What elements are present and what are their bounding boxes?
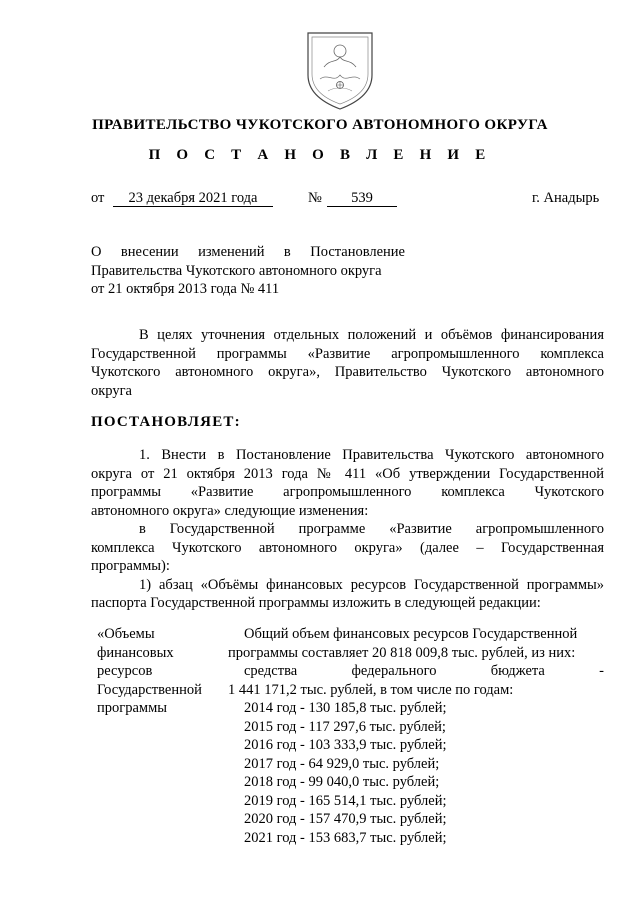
body-line: комплекса Чукотского автономного округа» (далее – Государственная: [91, 539, 604, 556]
document-date: [113, 190, 273, 207]
city: г. Анадырь: [532, 190, 600, 206]
table-right-column: [228, 625, 604, 847]
body-line: программы «Развитие агропромышленного комплекса Чукотского: [91, 484, 604, 500]
body-line: 1. Внести в Постановление Правительства Чукотского автономного: [139, 447, 604, 463]
preamble-line: округа: [91, 382, 132, 399]
body-line: автономного округа» следующие изменения:: [91, 502, 369, 519]
funding-line: Общий объем финансовых ресурсов Государственной: [244, 626, 578, 642]
preamble-line: В целях уточнения отдельных положений и объёмов финансирования: [139, 327, 604, 343]
subject-line: Правительства Чукотского автономного округа: [91, 262, 382, 279]
funding-line: программы составляет 20 818 009,8 тыс. рублей, из них:: [228, 644, 576, 661]
subject-line: О внесении изменений в Постановление: [91, 244, 405, 260]
year-line: 2018 год - 99 040,0 тыс. рублей;: [244, 774, 440, 790]
table-label-line: Государственной: [97, 681, 202, 698]
number-value: 539: [327, 191, 397, 207]
year-line: 2020 год - 157 470,9 тыс. рублей;: [244, 811, 447, 827]
body-line: паспорта Государственной программы изложить в следующей редакции:: [91, 595, 541, 611]
coat-of-arms-emblem: [304, 27, 376, 111]
year-line: 2017 год - 64 929,0 тыс. рублей;: [244, 755, 440, 772]
year-line: 2016 год - 103 333,9 тыс. рублей;: [244, 737, 447, 753]
table-label-line: финансовых: [97, 644, 174, 661]
body-line: 1) абзац «Объёмы финансовых ресурсов Государственной программы»: [139, 576, 604, 593]
body-line: программы):: [91, 558, 170, 574]
document-number: [327, 190, 397, 207]
decree-word: ПОСТАНОВЛЯЕТ:: [91, 414, 241, 430]
year-line: 2014 год - 130 185,8 тыс. рублей;: [244, 700, 447, 716]
subject-line: от 21 октября 2013 года № 411: [91, 281, 280, 297]
date-prefix: от: [91, 190, 105, 206]
table-left-column: [97, 625, 227, 718]
preamble-paragraph: [91, 326, 604, 400]
preamble-line: Государственной программы «Развитие агропромышленного комплекса: [91, 345, 604, 362]
table-label-line: программы: [97, 700, 167, 716]
year-line: 2019 год - 165 514,1 тыс. рублей;: [244, 792, 447, 809]
document-type-title: П О С Т А Н О В Л Е Н И Е: [148, 147, 492, 163]
date-value: 23 декабря 2021 года: [113, 191, 273, 207]
body-line: в Государственной программе «Развитие агропромышленного: [139, 521, 604, 537]
preamble-line: Чукотского автономного округа», Правительство Чукотского автономного: [91, 364, 604, 380]
body-paragraph-1: [91, 446, 604, 613]
funding-line: средства федерального бюджета -: [244, 663, 604, 679]
year-line: 2021 год - 153 683,7 тыс. рублей;: [244, 829, 447, 846]
government-title: ПРАВИТЕЛЬСТВО ЧУКОТСКОГО АВТОНОМНОГО ОКРУГА: [92, 117, 548, 133]
funding-line: 1 441 171,2 тыс. рублей, в том числе по годам:: [228, 681, 514, 698]
table-label-line: ресурсов: [97, 663, 153, 679]
subject-block: [91, 243, 405, 299]
year-line: 2015 год - 117 297,6 тыс. рублей;: [244, 718, 446, 735]
number-sign: №: [308, 190, 322, 206]
table-label-line: «Объемы: [97, 626, 155, 642]
body-line: округа от 21 октября 2013 года № 411 «Об утверждении Государственной: [91, 465, 604, 482]
